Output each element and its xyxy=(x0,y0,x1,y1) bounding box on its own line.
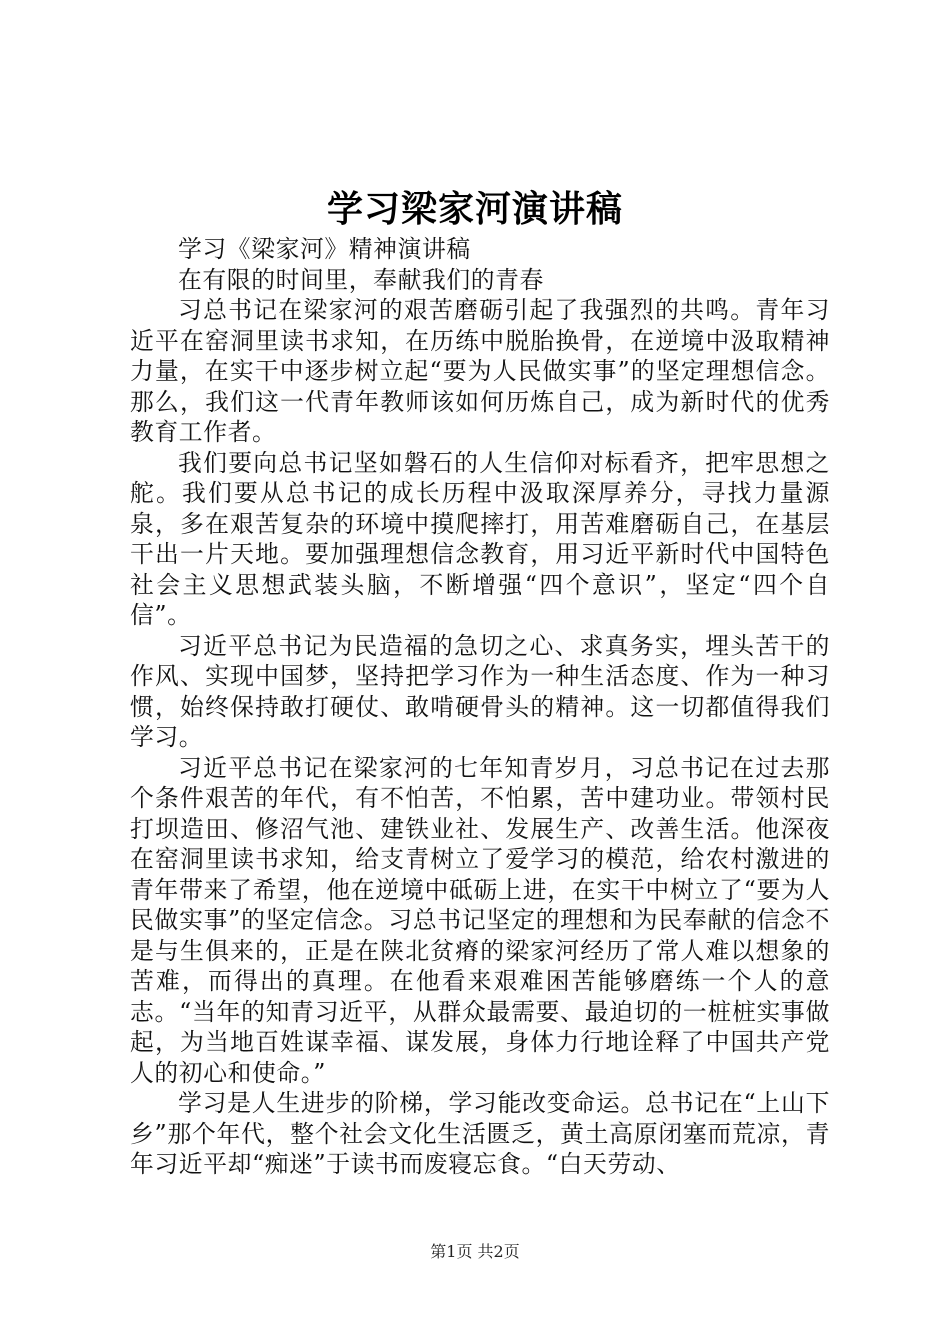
document-title: 学习梁家河演讲稿 xyxy=(326,188,623,230)
document-body xyxy=(130,234,830,1180)
document-tagline: 在有限的时间里，奉献我们的青春 xyxy=(178,265,544,294)
paragraph-3: 习近平总书记为民造福的急切之心、求真务实，埋头苦干的作风、实现中国梦，坚持把学习作为一种生活态度、作为一种习惯，始终保持敢打硬仗、敢啃硬骨头的精神。这一切都值得我们学习。 xyxy=(130,631,830,751)
page-number-footer: 第1页 共2页 xyxy=(430,1242,520,1261)
paragraph-2: 我们要向总书记坚如磐石的人生信仰对标看齐，把牢思想之舵。我们要从总书记的成长历程中汲取深厚养分，寻找力量源泉，多在艰苦复杂的环境中摸爬摔打，用苦难磨砺自己，在基层干出一片天地。要加强理想信念教育，用习近平新时代中国特色社会主义思想武装头脑，不断增强“四个意识”，坚定“四个自信”。 xyxy=(130,448,830,629)
paragraph-1: 习总书记在梁家河的艰苦磨砺引起了我强烈的共鸣。青年习近平在窑洞里读书求知，在历练中脱胎换骨，在逆境中汲取精神力量，在实干中逐步树立起“要为人民做实事”的坚定理想信念。那么，我们这一代青年教师该如何历炼自己，成为新时代的优秀教育工作者。 xyxy=(130,296,830,446)
document-subtitle: 学习《梁家河》精神演讲稿 xyxy=(178,235,471,263)
paragraph-4: 习近平总书记在梁家河的七年知青岁月，习总书记在过去那个条件艰苦的年代，有不怕苦，不怕累，苦中建功业。带领村民打坝造田、修沼气池、建铁业社、发展生产、改善生活。他深夜在窑洞里读书求知，给支青树立了爱学习的模范，给农村激进的青年带来了希望，他在逆境中砥砺上进，在实干中树立了“要为人民做实事”的坚定信念。习总书记坚定的理想和为民奉献的信念不是与生俱来的，正是在陕北贫瘠的梁家河经历了常人难以想象的苦难，而得出的真理。在他看来艰难困苦能够磨练一个人的意志。“当年的知青习近平，从群众最需要、最迫切的一桩桩实事做起，为当地百姓谋幸福、谋发展，身体力行地诠释了中国共产党人的初心和使命。” xyxy=(130,753,830,1087)
paragraph-5: 学习是人生进步的阶梯，学习能改变命运。总书记在“上山下乡”那个年代，整个社会文化生活匮乏，黄土高原闭塞而荒凉，青年习近平却“痴迷”于读书而废寝忘食。“白天劳动、 xyxy=(130,1089,830,1178)
